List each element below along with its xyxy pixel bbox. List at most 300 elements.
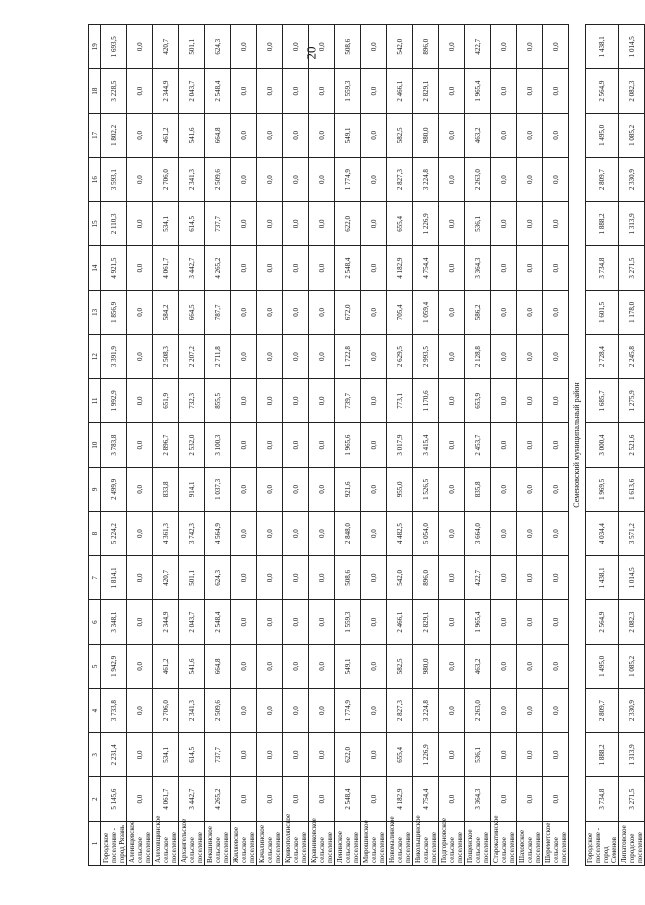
value-cell: 0,0 — [517, 379, 543, 423]
value-cell: 0,0 — [257, 246, 283, 290]
settlement-name-cell: Шаховское сельское поселение — [517, 821, 543, 865]
value-cell: 737,7 — [205, 202, 231, 246]
value-cell: 0,0 — [543, 379, 569, 423]
settlement-name-cell: Подгорновское сельское поселение — [439, 821, 465, 865]
table-row — [439, 25, 465, 866]
value-cell: 0,0 — [361, 202, 387, 246]
value-cell: 0,0 — [361, 69, 387, 113]
value-cell: 664,8 — [205, 113, 231, 157]
value-cell: 2 231,4 — [101, 733, 127, 777]
value-cell: 534,1 — [153, 202, 179, 246]
value-cell: 1 014,5 — [619, 556, 645, 600]
settlement-name-cell: Шереметское сельское поселение — [543, 821, 569, 865]
value-cell: 0,0 — [491, 644, 517, 688]
value-cell: 0,0 — [231, 246, 257, 290]
table-row — [335, 25, 361, 866]
value-cell: 0,0 — [491, 777, 517, 821]
value-cell: 3 783,8 — [101, 423, 127, 467]
value-cell: 835,8 — [465, 467, 491, 511]
value-cell: 624,3 — [205, 556, 231, 600]
value-cell: 614,5 — [179, 733, 205, 777]
table-row — [543, 25, 569, 866]
table-body-lower — [586, 25, 645, 866]
value-cell: 5 145,6 — [101, 777, 127, 821]
column-header: 8 — [89, 512, 101, 556]
table-row — [387, 25, 413, 866]
value-cell: 0,0 — [361, 600, 387, 644]
district-heading-section — [569, 25, 586, 866]
value-cell: 2 245,8 — [619, 335, 645, 379]
value-cell: 0,0 — [231, 644, 257, 688]
value-cell: 0,0 — [309, 467, 335, 511]
value-cell: 0,0 — [127, 69, 153, 113]
value-cell: 3 348,1 — [101, 600, 127, 644]
value-cell: 0,0 — [309, 246, 335, 290]
value-cell: 0,0 — [543, 644, 569, 688]
value-cell: 622,0 — [335, 202, 361, 246]
value-cell: 0,0 — [361, 335, 387, 379]
settlement-name-cell: Кривополянское сельское поселение — [283, 821, 309, 865]
value-cell: 501,1 — [179, 25, 205, 70]
value-cell: 980,0 — [413, 644, 439, 688]
value-cell: 0,0 — [127, 246, 153, 290]
value-cell: 3 364,3 — [465, 777, 491, 821]
value-cell: 0,0 — [127, 202, 153, 246]
value-cell: 0,0 — [127, 335, 153, 379]
value-cell: 0,0 — [127, 733, 153, 777]
value-cell: 1 774,9 — [335, 158, 361, 202]
value-cell: 0,0 — [491, 556, 517, 600]
value-cell: 1 526,5 — [413, 467, 439, 511]
value-cell: 0,0 — [283, 158, 309, 202]
value-cell: 2 548,4 — [335, 246, 361, 290]
value-cell: 0,0 — [517, 69, 543, 113]
value-cell: 0,0 — [543, 423, 569, 467]
value-cell: 5 224,2 — [101, 512, 127, 556]
value-cell: 461,2 — [153, 113, 179, 157]
value-cell: 0,0 — [231, 335, 257, 379]
value-cell: 2 341,3 — [179, 689, 205, 733]
value-cell: 542,0 — [387, 25, 413, 70]
value-cell: 2 706,0 — [153, 158, 179, 202]
value-cell: 0,0 — [361, 733, 387, 777]
value-cell: 1 774,9 — [335, 689, 361, 733]
value-cell: 4 265,2 — [205, 246, 231, 290]
table-row — [619, 25, 645, 866]
value-cell: 584,2 — [153, 290, 179, 334]
column-header: 5 — [89, 644, 101, 688]
value-cell: 672,0 — [335, 290, 361, 334]
value-cell: 0,0 — [283, 512, 309, 556]
value-cell: 0,0 — [231, 423, 257, 467]
value-cell: 0,0 — [439, 733, 465, 777]
value-cell: 2 499,9 — [101, 467, 127, 511]
table-row — [465, 25, 491, 866]
value-cell: 0,0 — [309, 644, 335, 688]
value-cell: 0,0 — [517, 246, 543, 290]
settlement-name-cell: Городское поселение - город Рязань — [101, 821, 127, 865]
value-cell: 0,0 — [439, 158, 465, 202]
value-cell: 508,6 — [335, 25, 361, 70]
column-header: 9 — [89, 467, 101, 511]
value-cell: 1 992,9 — [101, 379, 127, 423]
settlement-name-cell: Городское поселение - город Семенов — [586, 821, 619, 865]
value-cell: 2 532,0 — [179, 423, 205, 467]
value-cell: 0,0 — [231, 25, 257, 70]
value-cell: 0,0 — [361, 113, 387, 157]
settlement-name-cell: Алеховщинское сельское поселение — [153, 821, 179, 865]
value-cell: 1 178,0 — [619, 290, 645, 334]
value-cell: 2 896,7 — [153, 423, 179, 467]
value-cell: 0,0 — [543, 512, 569, 556]
value-cell: 2 629,5 — [387, 335, 413, 379]
column-header: 14 — [89, 246, 101, 290]
column-header: 6 — [89, 600, 101, 644]
settlement-name-cell: Пощенское сельское поселение — [465, 821, 491, 865]
value-cell: 582,5 — [387, 113, 413, 157]
value-cell: 0,0 — [283, 689, 309, 733]
district-heading: Семеновский муниципальный район — [572, 382, 581, 508]
value-cell: 0,0 — [127, 512, 153, 556]
value-cell: 2 711,8 — [205, 335, 231, 379]
value-cell: 2 466,1 — [387, 600, 413, 644]
value-cell: 0,0 — [517, 113, 543, 157]
value-cell: 0,0 — [439, 467, 465, 511]
value-cell: 2 706,0 — [153, 689, 179, 733]
value-cell: 0,0 — [231, 290, 257, 334]
value-cell: 1 601,5 — [586, 290, 619, 334]
value-cell: 4 564,9 — [205, 512, 231, 556]
value-cell: 0,0 — [309, 379, 335, 423]
value-cell: 3 224,8 — [413, 689, 439, 733]
value-cell: 0,0 — [361, 423, 387, 467]
table-row — [101, 25, 127, 866]
value-cell: 1 226,9 — [413, 202, 439, 246]
value-cell: 0,0 — [517, 512, 543, 556]
value-cell: 0,0 — [309, 335, 335, 379]
table-row — [231, 25, 257, 866]
value-cell: 542,0 — [387, 556, 413, 600]
value-cell: 0,0 — [283, 246, 309, 290]
value-cell: 1 226,9 — [413, 733, 439, 777]
value-cell: 3 733,8 — [101, 689, 127, 733]
value-cell: 0,0 — [231, 113, 257, 157]
value-cell: 3 364,3 — [465, 246, 491, 290]
value-cell: 0,0 — [517, 733, 543, 777]
value-cell: 0,0 — [127, 600, 153, 644]
value-cell: 0,0 — [283, 113, 309, 157]
value-cell: 463,2 — [465, 113, 491, 157]
value-cell: 463,2 — [465, 644, 491, 688]
value-cell: 833,8 — [153, 467, 179, 511]
value-cell: 0,0 — [491, 600, 517, 644]
value-cell: 0,0 — [127, 25, 153, 70]
value-cell: 0,0 — [127, 644, 153, 688]
value-cell: 0,0 — [361, 379, 387, 423]
value-cell: 0,0 — [127, 556, 153, 600]
value-cell: 2 827,3 — [387, 689, 413, 733]
value-cell: 855,5 — [205, 379, 231, 423]
value-cell: 0,0 — [517, 25, 543, 70]
value-cell: 3 228,5 — [101, 69, 127, 113]
value-cell: 0,0 — [309, 556, 335, 600]
value-cell: 0,0 — [283, 290, 309, 334]
value-cell: 2 043,7 — [179, 69, 205, 113]
table-header-row — [89, 25, 101, 866]
value-cell: 1 802,2 — [101, 113, 127, 157]
value-cell: 3 664,0 — [465, 512, 491, 556]
value-cell: 624,3 — [205, 25, 231, 70]
column-header: 12 — [89, 335, 101, 379]
value-cell: 653,9 — [465, 379, 491, 423]
rotated-table-page — [88, 24, 644, 866]
value-cell: 1 693,5 — [101, 25, 127, 70]
value-cell: 0,0 — [491, 467, 517, 511]
value-cell: 914,1 — [179, 467, 205, 511]
settlement-name-cell: Жиляевское сельское поселение — [231, 821, 257, 865]
value-cell: 0,0 — [309, 733, 335, 777]
value-cell: 0,0 — [127, 467, 153, 511]
value-cell: 4 182,9 — [387, 246, 413, 290]
value-cell: 655,4 — [387, 202, 413, 246]
value-cell: 0,0 — [283, 379, 309, 423]
value-cell: 2 330,9 — [619, 158, 645, 202]
column-header: 17 — [89, 113, 101, 157]
value-cell: 1 037,3 — [205, 467, 231, 511]
value-cell: 4 061,7 — [153, 777, 179, 821]
value-cell: 0,0 — [491, 113, 517, 157]
value-cell: 0,0 — [439, 69, 465, 113]
value-cell: 0,0 — [231, 69, 257, 113]
value-cell: 0,0 — [283, 600, 309, 644]
value-cell: 737,7 — [205, 733, 231, 777]
value-cell: 0,0 — [517, 777, 543, 821]
value-cell: 0,0 — [257, 25, 283, 70]
value-cell: 2 466,1 — [387, 69, 413, 113]
value-cell: 0,0 — [491, 379, 517, 423]
value-cell: 2 564,9 — [586, 600, 619, 644]
column-header: 19 — [89, 25, 101, 70]
value-cell: 0,0 — [257, 600, 283, 644]
value-cell: 1 559,3 — [335, 600, 361, 644]
table-row — [179, 25, 205, 866]
value-cell: 0,0 — [517, 290, 543, 334]
value-cell: 0,0 — [543, 202, 569, 246]
value-cell: 0,0 — [439, 335, 465, 379]
value-cell: 0,0 — [361, 644, 387, 688]
value-cell: 2 082,3 — [619, 600, 645, 644]
value-cell: 0,0 — [439, 290, 465, 334]
value-cell: 0,0 — [491, 158, 517, 202]
value-cell: 2 344,9 — [153, 69, 179, 113]
value-cell: 3 100,3 — [205, 423, 231, 467]
value-cell: 1 888,2 — [586, 733, 619, 777]
value-cell: 0,0 — [257, 777, 283, 821]
value-cell: 739,7 — [335, 379, 361, 423]
value-cell: 2 809,7 — [586, 158, 619, 202]
value-cell: 1 969,5 — [586, 467, 619, 511]
value-cell: 0,0 — [309, 25, 335, 70]
settlement-name-cell: Новомалинское сельское поселение — [387, 821, 413, 865]
value-cell: 2 341,3 — [179, 158, 205, 202]
value-cell: 1 613,6 — [619, 467, 645, 511]
table-row — [491, 25, 517, 866]
table-row — [517, 25, 543, 866]
value-cell: 0,0 — [361, 689, 387, 733]
table-row — [361, 25, 387, 866]
column-header: 4 — [89, 689, 101, 733]
value-cell: 664,8 — [205, 644, 231, 688]
value-cell: 0,0 — [283, 423, 309, 467]
table-row — [205, 25, 231, 866]
value-cell: 0,0 — [543, 556, 569, 600]
value-cell: 3 224,8 — [413, 158, 439, 202]
value-cell: 0,0 — [257, 69, 283, 113]
table-row — [586, 25, 619, 866]
table-row — [153, 25, 179, 866]
value-cell: 0,0 — [257, 290, 283, 334]
settlement-name-cell: Архангельское сельское поселение — [179, 821, 205, 865]
value-cell: 2 521,6 — [619, 423, 645, 467]
value-cell: 3 391,9 — [101, 335, 127, 379]
value-cell: 0,0 — [309, 290, 335, 334]
value-cell: 420,7 — [153, 25, 179, 70]
value-cell: 1 685,7 — [586, 379, 619, 423]
value-cell: 0,0 — [257, 644, 283, 688]
value-cell: 0,0 — [361, 467, 387, 511]
value-cell: 0,0 — [361, 25, 387, 70]
value-cell: 0,0 — [543, 467, 569, 511]
value-cell: 2 207,2 — [179, 335, 205, 379]
value-cell: 0,0 — [543, 777, 569, 821]
value-cell: 3 442,7 — [179, 246, 205, 290]
value-cell: 3 442,7 — [179, 777, 205, 821]
value-cell: 0,0 — [257, 733, 283, 777]
value-cell: 541,6 — [179, 113, 205, 157]
value-cell: 501,1 — [179, 556, 205, 600]
value-cell: 787,7 — [205, 290, 231, 334]
value-cell: 0,0 — [283, 202, 309, 246]
value-cell: 3 734,8 — [586, 246, 619, 290]
value-cell: 651,9 — [153, 379, 179, 423]
value-cell: 0,0 — [283, 644, 309, 688]
value-cell: 0,0 — [231, 512, 257, 556]
value-cell: 0,0 — [543, 733, 569, 777]
value-cell: 0,0 — [231, 158, 257, 202]
value-cell: 0,0 — [439, 689, 465, 733]
value-cell: 0,0 — [361, 290, 387, 334]
value-cell: 2 508,3 — [153, 335, 179, 379]
value-cell: 0,0 — [543, 335, 569, 379]
value-cell: 0,0 — [127, 158, 153, 202]
value-cell: 0,0 — [517, 158, 543, 202]
value-cell: 0,0 — [231, 600, 257, 644]
value-cell: 0,0 — [127, 423, 153, 467]
settlement-name-cell: Мирошинское сельское поселение — [361, 821, 387, 865]
value-cell: 0,0 — [517, 644, 543, 688]
value-cell: 420,7 — [153, 556, 179, 600]
value-cell: 0,0 — [309, 423, 335, 467]
settlement-name-cell: Ленинское сельское поселение — [335, 821, 361, 865]
value-cell: 2 509,6 — [205, 158, 231, 202]
value-cell: 586,2 — [465, 290, 491, 334]
value-cell: 732,3 — [179, 379, 205, 423]
value-cell: 3 593,1 — [101, 158, 127, 202]
settlement-name-cell: Липатовское городское поселение — [619, 821, 645, 865]
settlement-name-cell: Векшинское сельское поселение — [205, 821, 231, 865]
value-cell: 3 734,8 — [586, 777, 619, 821]
value-cell: 0,0 — [491, 69, 517, 113]
value-cell: 2 548,4 — [205, 600, 231, 644]
value-cell: 2 453,7 — [465, 423, 491, 467]
value-cell: 896,0 — [413, 25, 439, 70]
column-header: 10 — [89, 423, 101, 467]
value-cell: 1 942,9 — [101, 644, 127, 688]
value-cell: 4 482,5 — [387, 512, 413, 556]
column-header: 1 — [89, 821, 101, 865]
value-cell: 0,0 — [439, 556, 465, 600]
value-cell: 2 728,4 — [586, 335, 619, 379]
settlement-name-cell: Никольщинское сельское поселение — [413, 821, 439, 865]
value-cell: 0,0 — [231, 202, 257, 246]
value-cell: 0,0 — [543, 113, 569, 157]
value-cell: 0,0 — [127, 689, 153, 733]
value-cell: 1 722,8 — [335, 335, 361, 379]
settlement-name-cell: Качалинское сельское поселение — [257, 821, 283, 865]
value-cell: 0,0 — [543, 600, 569, 644]
value-cell: 0,0 — [517, 335, 543, 379]
value-cell: 921,6 — [335, 467, 361, 511]
value-cell: 0,0 — [439, 379, 465, 423]
table-body-upper — [101, 25, 569, 866]
value-cell: 0,0 — [257, 113, 283, 157]
value-cell: 896,0 — [413, 556, 439, 600]
district-heading-row — [569, 25, 586, 866]
value-cell: 0,0 — [257, 556, 283, 600]
value-cell: 0,0 — [491, 290, 517, 334]
value-cell: 0,0 — [439, 512, 465, 556]
value-cell: 0,0 — [127, 379, 153, 423]
value-cell: 1 275,9 — [619, 379, 645, 423]
value-cell: 0,0 — [439, 777, 465, 821]
value-cell: 0,0 — [491, 25, 517, 70]
value-cell: 1 059,4 — [413, 290, 439, 334]
value-cell: 0,0 — [231, 733, 257, 777]
settlement-name-cell: Кравниковское сельское поселение — [309, 821, 335, 865]
value-cell: 3 571,2 — [619, 512, 645, 556]
value-cell: 0,0 — [231, 689, 257, 733]
value-cell: 2 848,0 — [335, 512, 361, 556]
value-cell: 534,1 — [153, 733, 179, 777]
value-cell: 0,0 — [283, 777, 309, 821]
value-cell: 2 344,9 — [153, 600, 179, 644]
value-cell: 1 085,2 — [619, 644, 645, 688]
settlement-name-cell: Старокатинское сельское поселение — [491, 821, 517, 865]
value-cell: 0,0 — [517, 556, 543, 600]
value-cell: 0,0 — [127, 777, 153, 821]
value-cell: 0,0 — [257, 202, 283, 246]
value-cell: 0,0 — [257, 689, 283, 733]
value-cell: 0,0 — [257, 423, 283, 467]
value-cell: 0,0 — [127, 113, 153, 157]
value-cell: 0,0 — [309, 69, 335, 113]
value-cell: 536,1 — [465, 202, 491, 246]
value-cell: 1 438,1 — [586, 556, 619, 600]
value-cell: 614,5 — [179, 202, 205, 246]
value-cell: 0,0 — [439, 25, 465, 70]
column-header: 18 — [89, 69, 101, 113]
value-cell: 0,0 — [257, 158, 283, 202]
